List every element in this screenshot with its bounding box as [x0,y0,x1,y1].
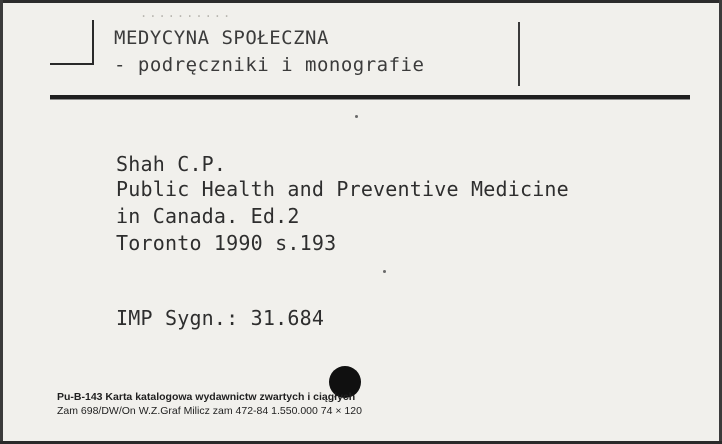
speck [383,270,386,273]
corner-mark-vertical [92,20,94,65]
header-subtitle: - podręczniki i monografie [114,54,425,76]
printer-footer-line2: Zam 698/DW/On W.Z.Graf Milicz zam 472-84 1.550.000 74 × 120 [57,405,362,417]
header-right-divider [518,22,520,86]
header-faded-text: .......... [140,6,233,20]
entry-title: Public Health and Preventive Medicine [116,177,569,201]
header-title: MEDYCYNA SPOŁECZNA [114,27,329,49]
corner-mark-horizontal [50,63,94,65]
printer-footer-line1: Pu-B-143 Karta katalogowa wydawnictw zwartych i ciągłych [57,391,356,403]
speck [355,115,358,118]
entry-author: Shah C.P. [116,152,227,176]
header-rule-shadow [50,99,690,100]
card-edge-left [0,0,3,444]
entry-title-continued: in Canada. Ed.2 [116,204,300,228]
entry-imprint: Toronto 1990 s.193 [116,231,337,255]
entry-call-number: IMP Sygn.: 31.684 [116,306,325,330]
card-edge-top [0,0,722,3]
